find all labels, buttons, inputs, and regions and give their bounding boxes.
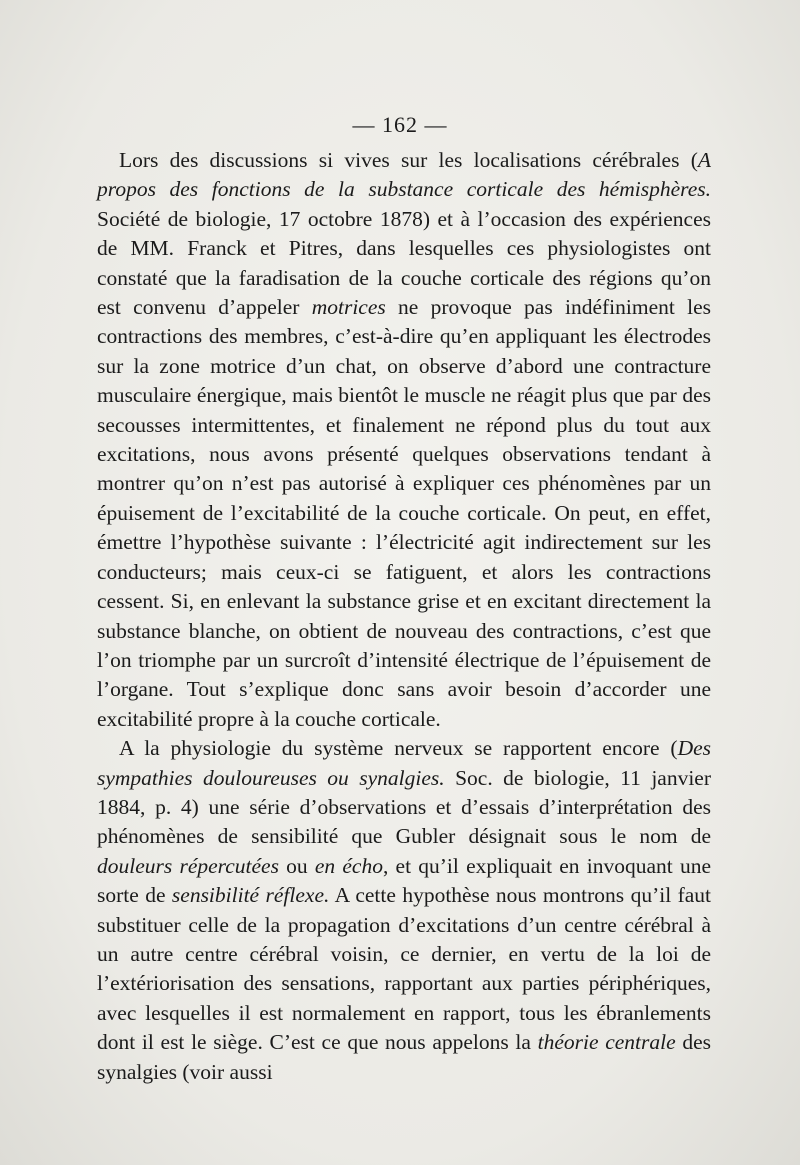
body-text: [97, 146, 711, 1087]
italic-term: douleurs répercutées: [97, 853, 279, 878]
text-run: Lors des discussions si vives sur les localisations cérébrales (: [119, 148, 698, 172]
text-run: A cette hypothèse nous montrons qu’il faut substituer celle de la propagation d’excitations d’un centre cérébral à un autre centre cérébral voisin, ce dernier, en vertu de la loi de l’extériorisation des sensations, rapportant aux parties périphériques, avec lesquelles il est normalement en rapport, tous les ébranlements dont il est le siège. C’est ce que nous appelons la: [97, 883, 712, 1055]
italic-title: A propos des fonctions de la substance corticale des hémisphères.: [97, 148, 711, 202]
text-run: ou: [278, 853, 315, 878]
paragraph-synalgies: [97, 734, 711, 1087]
text-run: des synalgies (voir aussi: [97, 1030, 711, 1084]
italic-term: sensibilité réflexe.: [171, 883, 330, 908]
text-run: ne provoque pas indéfiniment les contractions des membres, c’est-à-dire qu’en appliquant les électrodes sur la zone motrice d’un chat, on observe d’abord une contracture musculaire énergique, mais bientôt le muscle ne réagit plus que par des secousses intermittentes, et finalement ne répond plus du tout aux excitations, nous avons présenté quelques observations tendant à montrer qu’on n’est pas autorisé à expliquer ces phénomènes par un épuisement de l’excitabilité de la couche corticale. On peut, en effet, émettre l’hypothèse suivante : l’électricité agit indirectement sur les conducteurs; mais ceux-ci se fatiguent, et alors les contractions cessent. Si, en enlevant la substance grise et en excitant directement la substance blanche, on obtient de nouveau des contractions, c’est que l’on triomphe par un surcroît d’intensité électrique de l’épuisement de l’organe. Tout s’explique donc sans avoir besoin d’accorder une excitabilité propre à la couche corticale.: [97, 295, 711, 731]
italic-term: théorie centrale: [537, 1030, 676, 1055]
italic-term: motrices: [311, 295, 386, 320]
paragraph-localisations: [97, 146, 711, 734]
text-run: A la physiologie du système nerveux se rapportent encore (: [119, 736, 678, 761]
text-run: Société de biologie, 17 octobre 1878) et à l’occasion des expériences de MM. Franck et Pitres, dans lesquelles ces physiologistes ont constaté que la faradisation de la couche corticale des régions qu’on est convenu d’appeler: [97, 206, 711, 320]
italic-term: en écho: [314, 853, 383, 878]
text-run: , et qu’il expliquait en invoquant une sorte de: [97, 853, 711, 908]
text-run: Soc. de biologie, 11 janvier 1884, p. 4) une série d’observations et d’essais d’interprétation des phénomènes de sensibilité que Gubler désignait sous le nom de: [97, 765, 712, 849]
page-number: — 162 —: [352, 112, 448, 137]
italic-title: Des sympathies douloureuses ou synalgies.: [97, 736, 711, 790]
